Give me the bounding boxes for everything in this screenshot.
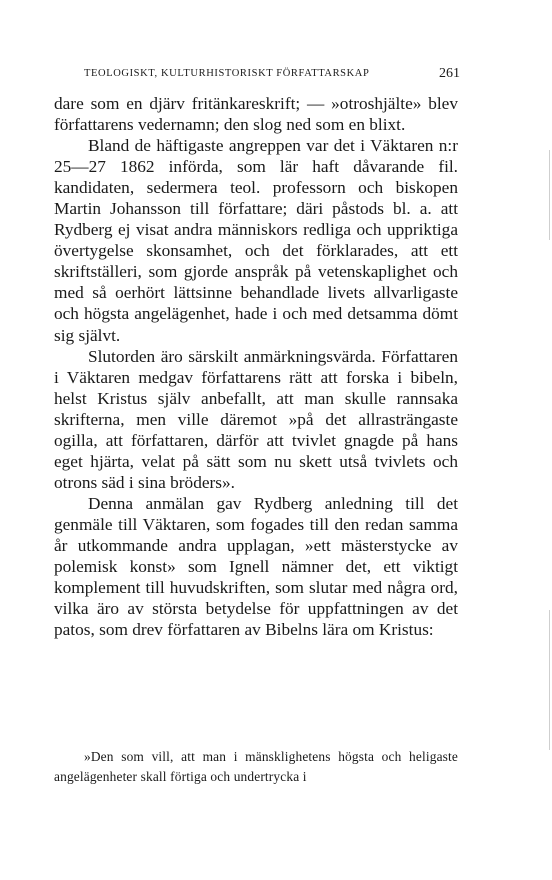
page-edge-shadow	[549, 610, 550, 750]
paragraph: Slutorden äro särskilt anmärkningsvärda. Författaren i Väktaren medgav författarens rätt att forska i bibeln, helst Kristus själv anbefallt, att man skulle rannsaka skrifterna, men ville däremot »på det allrasträngaste ogilla, att författaren, därför att tvivlet gnagde på hans eget hjärta, velat på sätt som nu skett utså tvivlets och otrons säd i sina bröders».	[54, 346, 458, 492]
paragraph-continuation: dare som en djärv fritänkareskrift; — »otroshjälte» blev författarens vedernamn; den slog ned som en blixt.	[54, 94, 458, 135]
paragraph: Denna anmälan gav Rydberg anledning till det genmäle till Väktaren, som fogades till den redan samma år utkommande andra upplagan, »ett mästerstycke av polemisk konst» som Ignell nämner det, ett viktigt komplement till huvudskriften, som slutar med några ord, vilka äro av största betydelse för uppfattningen av det patos, som drev författaren av Bibelns lära om Kristus:	[54, 493, 458, 640]
paragraph: Bland de häftigaste angreppen var det i Väktaren n:r 25—27 1862 införda, som lär haft dåvarande fil. kandidaten, sedermera teol. professorn och biskopen Martin Johansson till författare; däri påstods bl. a. att Rydberg ej visat andra människors redliga och uppriktiga övertygelse skonsamhet, och det förklarades, att ett skriftställeri, som gjorde anspråk på vetenskaplighet och med så oerhört lättsinne behandlade livets allvarligaste och högsta angelägenhet, hade i och med detsamma dömt sig självt.	[54, 136, 458, 345]
running-head: TEOLOGISKT, KULTURHISTORISKT FÖRFATTARSKAP	[84, 68, 370, 79]
page-number: 261	[439, 66, 460, 81]
page-edge-shadow	[549, 150, 550, 240]
block-quote: »Den som vill, att man i mänsklighetens högsta och heligaste angelägenheter skall förtiga och undertrycka i	[54, 749, 458, 784]
page-header	[84, 68, 460, 84]
body-text	[54, 93, 458, 640]
